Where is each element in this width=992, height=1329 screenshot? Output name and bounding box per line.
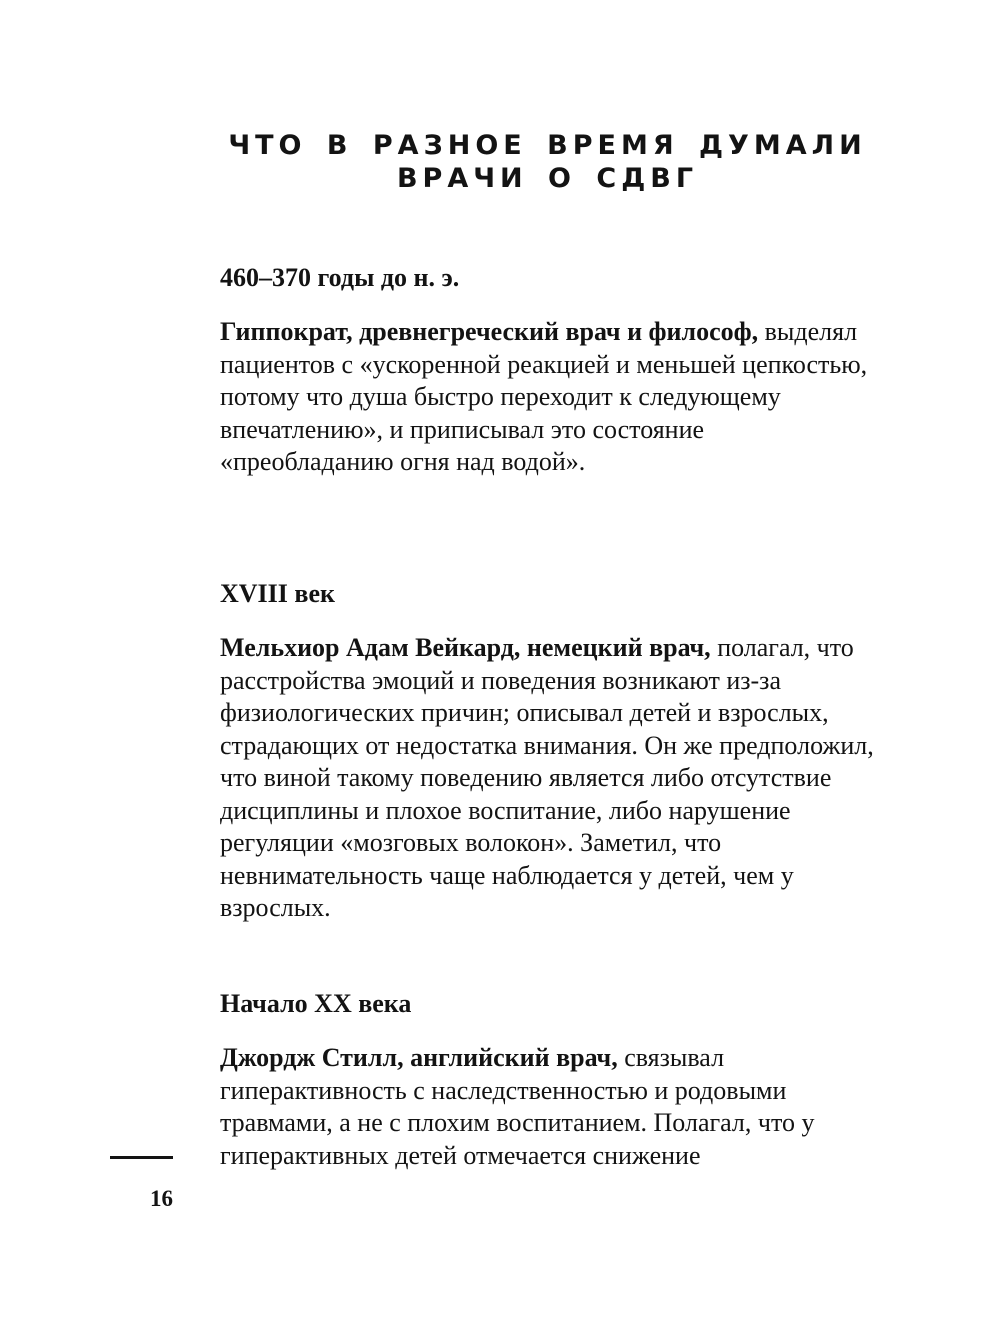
section-lead-bold: Гиппократ, древнегреческий врач и философ,: [220, 317, 759, 346]
section-early-20th-century: [220, 987, 878, 1172]
page-title-line2: ВРАЧИ О СДВГ: [396, 163, 699, 194]
section-body-text: полагал, что расстройства эмоций и поведения возникают из-за физиологических причин; описывал детей и взрослых, страдающих от недостатка внимания. Он же предположил, что виной такому поведению является либо отсутствие дисциплины и плохое воспитание, либо нарушение регуляции «мозговых волокон». Заметил, что невнимательность чаще наблюдается у детей, чем у взрослых.: [220, 633, 874, 922]
section-lead-bold: Мельхиор Адам Вейкард, немецкий врач,: [220, 633, 711, 662]
footer-rule: [110, 1156, 173, 1159]
section-paragraph: [220, 632, 878, 925]
section-heading-years: Начало XX века: [220, 989, 412, 1018]
page-title: [220, 129, 875, 195]
section-lead-bold: Джордж Стилл, английский врач,: [220, 1043, 618, 1072]
section-paragraph: [220, 316, 878, 479]
page-title-line1: ЧТО В РАЗНОЕ ВРЕМЯ ДУМАЛИ: [228, 130, 867, 161]
section-heading-years: 460–370 годы до н. э.: [220, 263, 460, 292]
section-heading-years: XVIII век: [220, 579, 335, 608]
section-body-text: выделял пациентов с «ускоренной реакцией и меньшей цепкостью, потому что душа быстро переходит к следующему впечатлению», и приписывал это состояние «преобладанию огня над водой».: [220, 317, 868, 476]
page-number: 16: [150, 1186, 173, 1211]
section-body-text: связывал гиперактивность с наследственностью и родовыми травмами, а не с плохим воспитанием. Полагал, что у гиперактивных детей отмечается снижение: [220, 1043, 815, 1170]
section-18th-century: [220, 577, 878, 925]
section-paragraph: [220, 1042, 878, 1172]
section-hippocrates-era: [220, 261, 878, 479]
